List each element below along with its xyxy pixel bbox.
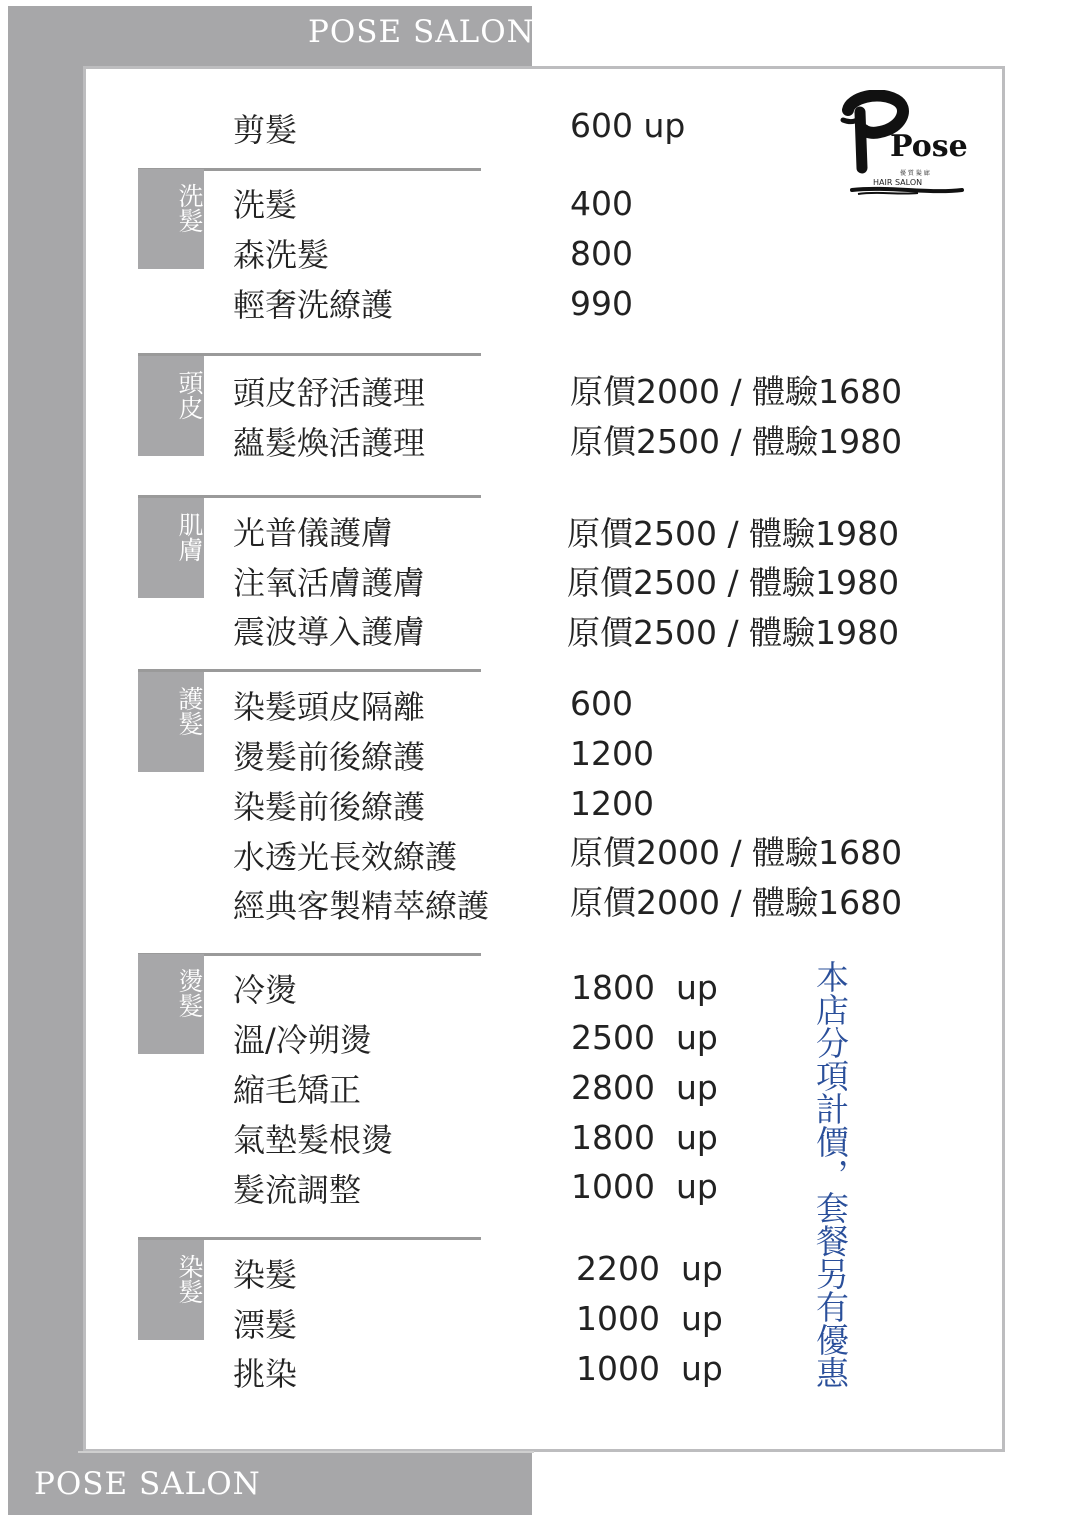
item-price: 原價2500 / 體驗1980 xyxy=(570,422,903,461)
brand-title-bottom: POSE SALON xyxy=(34,1466,261,1502)
section-label: 護髮 xyxy=(175,686,204,736)
item-haircut-price: 600 up xyxy=(570,106,686,145)
item-name: 氣墊髮根燙 xyxy=(233,1121,394,1159)
logo-caption: HAIR SALON xyxy=(873,178,923,187)
item-name: 染髮頭皮隔離 xyxy=(233,688,426,726)
item-name: 燙髮前後繚護 xyxy=(233,738,426,776)
item-price: 2800 up xyxy=(571,1068,718,1107)
item-price: 原價2000 / 體驗1680 xyxy=(570,833,903,872)
item-price: 2500 up xyxy=(571,1018,718,1057)
section-label-box xyxy=(138,1240,204,1340)
item-price: 1000 up xyxy=(576,1349,723,1388)
item-name: 挑染 xyxy=(233,1355,298,1393)
item-price: 1200 xyxy=(570,784,654,823)
section-label-box xyxy=(138,498,204,598)
item-price: 1800 up xyxy=(571,968,718,1007)
top-strip xyxy=(8,0,1082,6)
item-name: 注氧活膚護膚 xyxy=(233,564,426,602)
item-price: 原價2500 / 體驗1980 xyxy=(567,514,900,553)
item-price: 600 xyxy=(570,684,633,723)
item-price: 原價2500 / 體驗1980 xyxy=(567,563,900,602)
pricing-note: 本店分項計價，套餐另有優惠 xyxy=(811,960,850,1389)
item-price: 原價2000 / 體驗1680 xyxy=(570,372,903,411)
left-edge xyxy=(0,0,8,1515)
item-price: 原價2000 / 體驗1680 xyxy=(570,883,903,922)
item-price: 800 xyxy=(570,234,633,273)
item-name: 洗髮 xyxy=(233,186,298,224)
item-haircut-name: 剪髮 xyxy=(233,111,298,149)
item-name: 光普儀護膚 xyxy=(233,514,394,552)
pose-logo-mark xyxy=(838,90,968,205)
menu-card xyxy=(83,66,1005,1452)
item-name: 漂髮 xyxy=(233,1306,298,1344)
section-label: 染髮 xyxy=(175,1254,204,1304)
section-label: 燙髮 xyxy=(175,968,204,1018)
item-name: 染髮前後繚護 xyxy=(233,788,426,826)
section-label: 洗髮 xyxy=(175,183,204,233)
item-price: 1000 up xyxy=(576,1299,723,1338)
section-label-box xyxy=(138,356,204,456)
item-price: 1000 up xyxy=(571,1167,718,1206)
item-price: 400 xyxy=(570,184,633,223)
logo-word: Pose xyxy=(890,129,968,164)
item-name: 水透光長效繚護 xyxy=(233,838,458,876)
item-name: 蘊髮煥活護理 xyxy=(233,424,426,462)
logo-subtitle: 優 質 髮 廊 xyxy=(900,170,930,177)
item-price: 990 xyxy=(570,284,633,323)
item-price: 原價2500 / 體驗1980 xyxy=(567,613,900,652)
section-label-box xyxy=(138,672,204,772)
section-label: 頭皮 xyxy=(175,370,204,420)
pose-logo xyxy=(838,90,968,205)
item-price: 2200 up xyxy=(576,1249,723,1288)
item-name: 輕奢洗繚護 xyxy=(233,286,394,324)
item-name: 經典客製精萃繚護 xyxy=(233,887,490,925)
section-label-box xyxy=(138,169,204,269)
item-price: 1800 up xyxy=(571,1118,718,1157)
brand-title-top: POSE SALON xyxy=(308,14,535,50)
item-price: 1200 xyxy=(570,734,654,773)
item-name: 森洗髮 xyxy=(233,236,330,274)
card-underline xyxy=(78,1451,534,1453)
item-name: 溫/冷朔燙 xyxy=(233,1021,372,1059)
item-name: 震波導入護膚 xyxy=(233,613,426,651)
section-label: 肌膚 xyxy=(175,512,204,562)
item-name: 縮毛矯正 xyxy=(233,1071,362,1109)
item-name: 髮流調整 xyxy=(233,1171,362,1209)
section-label-box xyxy=(138,954,204,1054)
item-name: 頭皮舒活護理 xyxy=(233,374,426,412)
item-name: 染髮 xyxy=(233,1256,298,1294)
item-name: 冷燙 xyxy=(233,971,298,1009)
